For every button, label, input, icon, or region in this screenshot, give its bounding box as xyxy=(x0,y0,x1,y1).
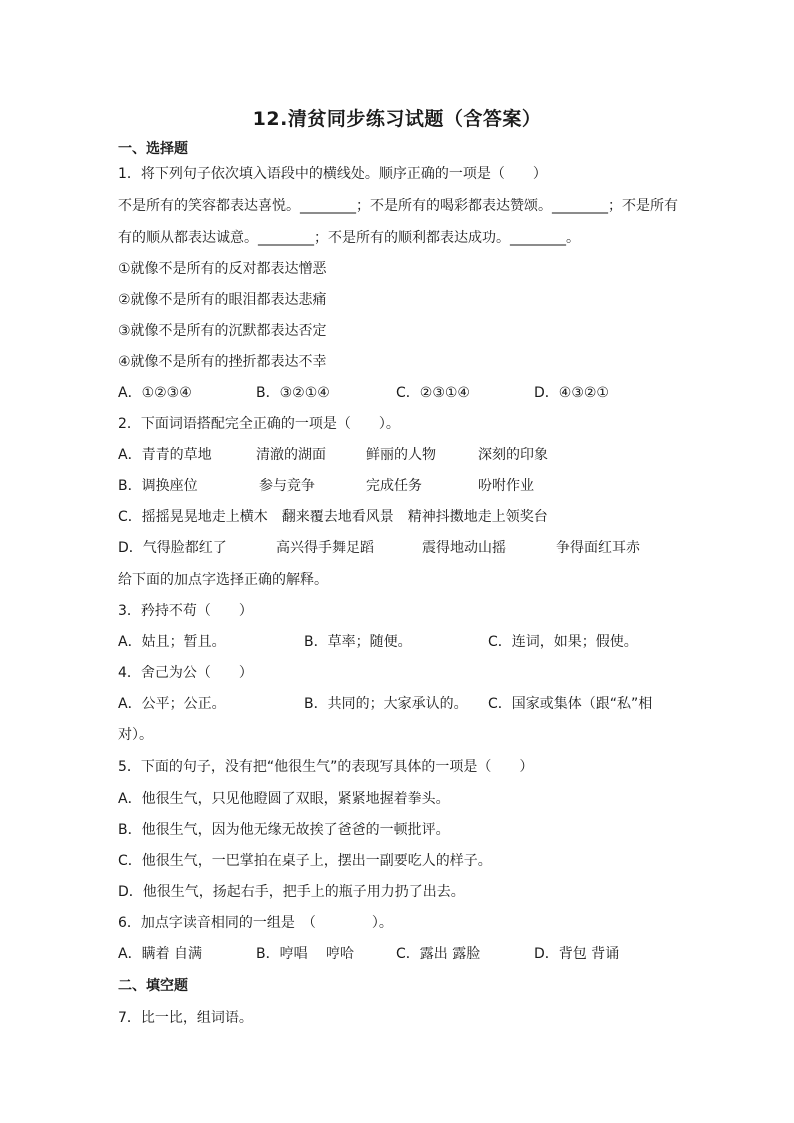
question-5-option-a: A．他很生气，只见他瞪圆了双眼，紧紧地握着拳头。 xyxy=(118,791,450,807)
option-c: C．露出 露脸 xyxy=(396,946,481,962)
option-d-phrase: 高兴得手舞足蹈 xyxy=(276,540,374,556)
option-c: C．连词，如果；假使。 xyxy=(488,634,638,650)
question-1-item: ①就像不是所有的反对都表达憎恶 xyxy=(118,261,327,277)
option-d-phrase: D．气得脸都红了 xyxy=(118,540,227,556)
question-1-item: ④就像不是所有的挫折都表达不幸 xyxy=(118,354,327,370)
question-2-stem: 2．下面词语搭配完全正确的一项是（ ）。 xyxy=(118,416,400,432)
section-heading-choice: 一、选择题 xyxy=(118,141,188,157)
option-d-phrase: 争得面红耳赤 xyxy=(556,540,640,556)
option-a: A．公平；公正。 xyxy=(118,696,226,712)
option-b-phrase: 吩咐作业 xyxy=(478,478,534,494)
question-6-stem: 6．加点字读音相同的一组是 （ ）。 xyxy=(118,915,393,931)
question-1-item: ③就像不是所有的沉默都表达否定 xyxy=(118,323,327,339)
question-1-passage-line: 有的顺从都表达诚意。________；不是所有的顺利都表达成功。________。 xyxy=(118,230,580,246)
question-7-stem: 7．比一比，组词语。 xyxy=(118,1010,253,1026)
option-c: C．②③①④ xyxy=(396,385,470,401)
question-1-passage-line: 不是所有的笑容都表达喜悦。________；不是所有的喝彩都表达赞颂。________；不是所有 xyxy=(118,198,678,214)
question-5-option-d: D．他很生气，扬起右手，把手上的瓶子用力扔了出去。 xyxy=(118,884,465,900)
option-d-phrase: 震得地动山摇 xyxy=(422,540,506,556)
instruction-text: 给下面的加点字选择正确的解释。 xyxy=(118,572,328,588)
question-4-option-continuation: 对）。 xyxy=(118,727,153,743)
option-a-phrase: 清澈的湖面 xyxy=(256,447,326,463)
option-a-phrase: 鲜丽的人物 xyxy=(366,447,436,463)
option-a: A．①②③④ xyxy=(118,385,192,401)
question-2-option-c: C．摇摇晃晃地走上横木 翻来覆去地看风景 精神抖擞地走上领奖台 xyxy=(118,509,548,525)
option-a-phrase: A．青青的草地 xyxy=(118,447,212,463)
question-1-item: ②就像不是所有的眼泪都表达悲痛 xyxy=(118,292,327,308)
option-d: D．④③②① xyxy=(534,385,609,401)
question-5-stem: 5．下面的句子，没有把“他很生气”的表现写具体的一项是（ ） xyxy=(118,759,534,775)
option-d: D．背包 背诵 xyxy=(534,946,620,962)
question-5-option-c: C．他很生气，一巴掌拍在桌子上，摆出一副要吃人的样子。 xyxy=(118,853,492,869)
option-b: B．③②①④ xyxy=(256,385,330,401)
page-title: 12.清贫同步练习试题（含答案） xyxy=(252,108,542,130)
option-a: A．瞒着 自满 xyxy=(118,946,203,962)
option-b: B．哼唱 哼哈 xyxy=(256,946,355,962)
option-b-phrase: 完成任务 xyxy=(366,478,422,494)
option-b: B．草率；随便。 xyxy=(304,634,412,650)
option-b-phrase: 参与竞争 xyxy=(259,478,315,494)
option-c: C．国家或集体（跟“私”相 xyxy=(488,696,653,712)
question-5-option-b: B．他很生气，因为他无缘无故挨了爸爸的一顿批评。 xyxy=(118,822,450,838)
section-heading-fill-in: 二、填空题 xyxy=(118,978,188,994)
option-b: B．共同的；大家承认的。 xyxy=(304,696,468,712)
option-b-phrase: B．调换座位 xyxy=(118,478,198,494)
option-a-phrase: 深刻的印象 xyxy=(478,447,548,463)
question-3-stem: 3．矜持不苟（ ） xyxy=(118,603,253,619)
question-4-stem: 4．舍己为公（ ） xyxy=(118,665,253,681)
question-1-stem: 1．将下列句子依次填入语段中的横线处。顺序正确的一项是（ ） xyxy=(118,166,547,182)
option-a: A．姑且；暂且。 xyxy=(118,634,226,650)
